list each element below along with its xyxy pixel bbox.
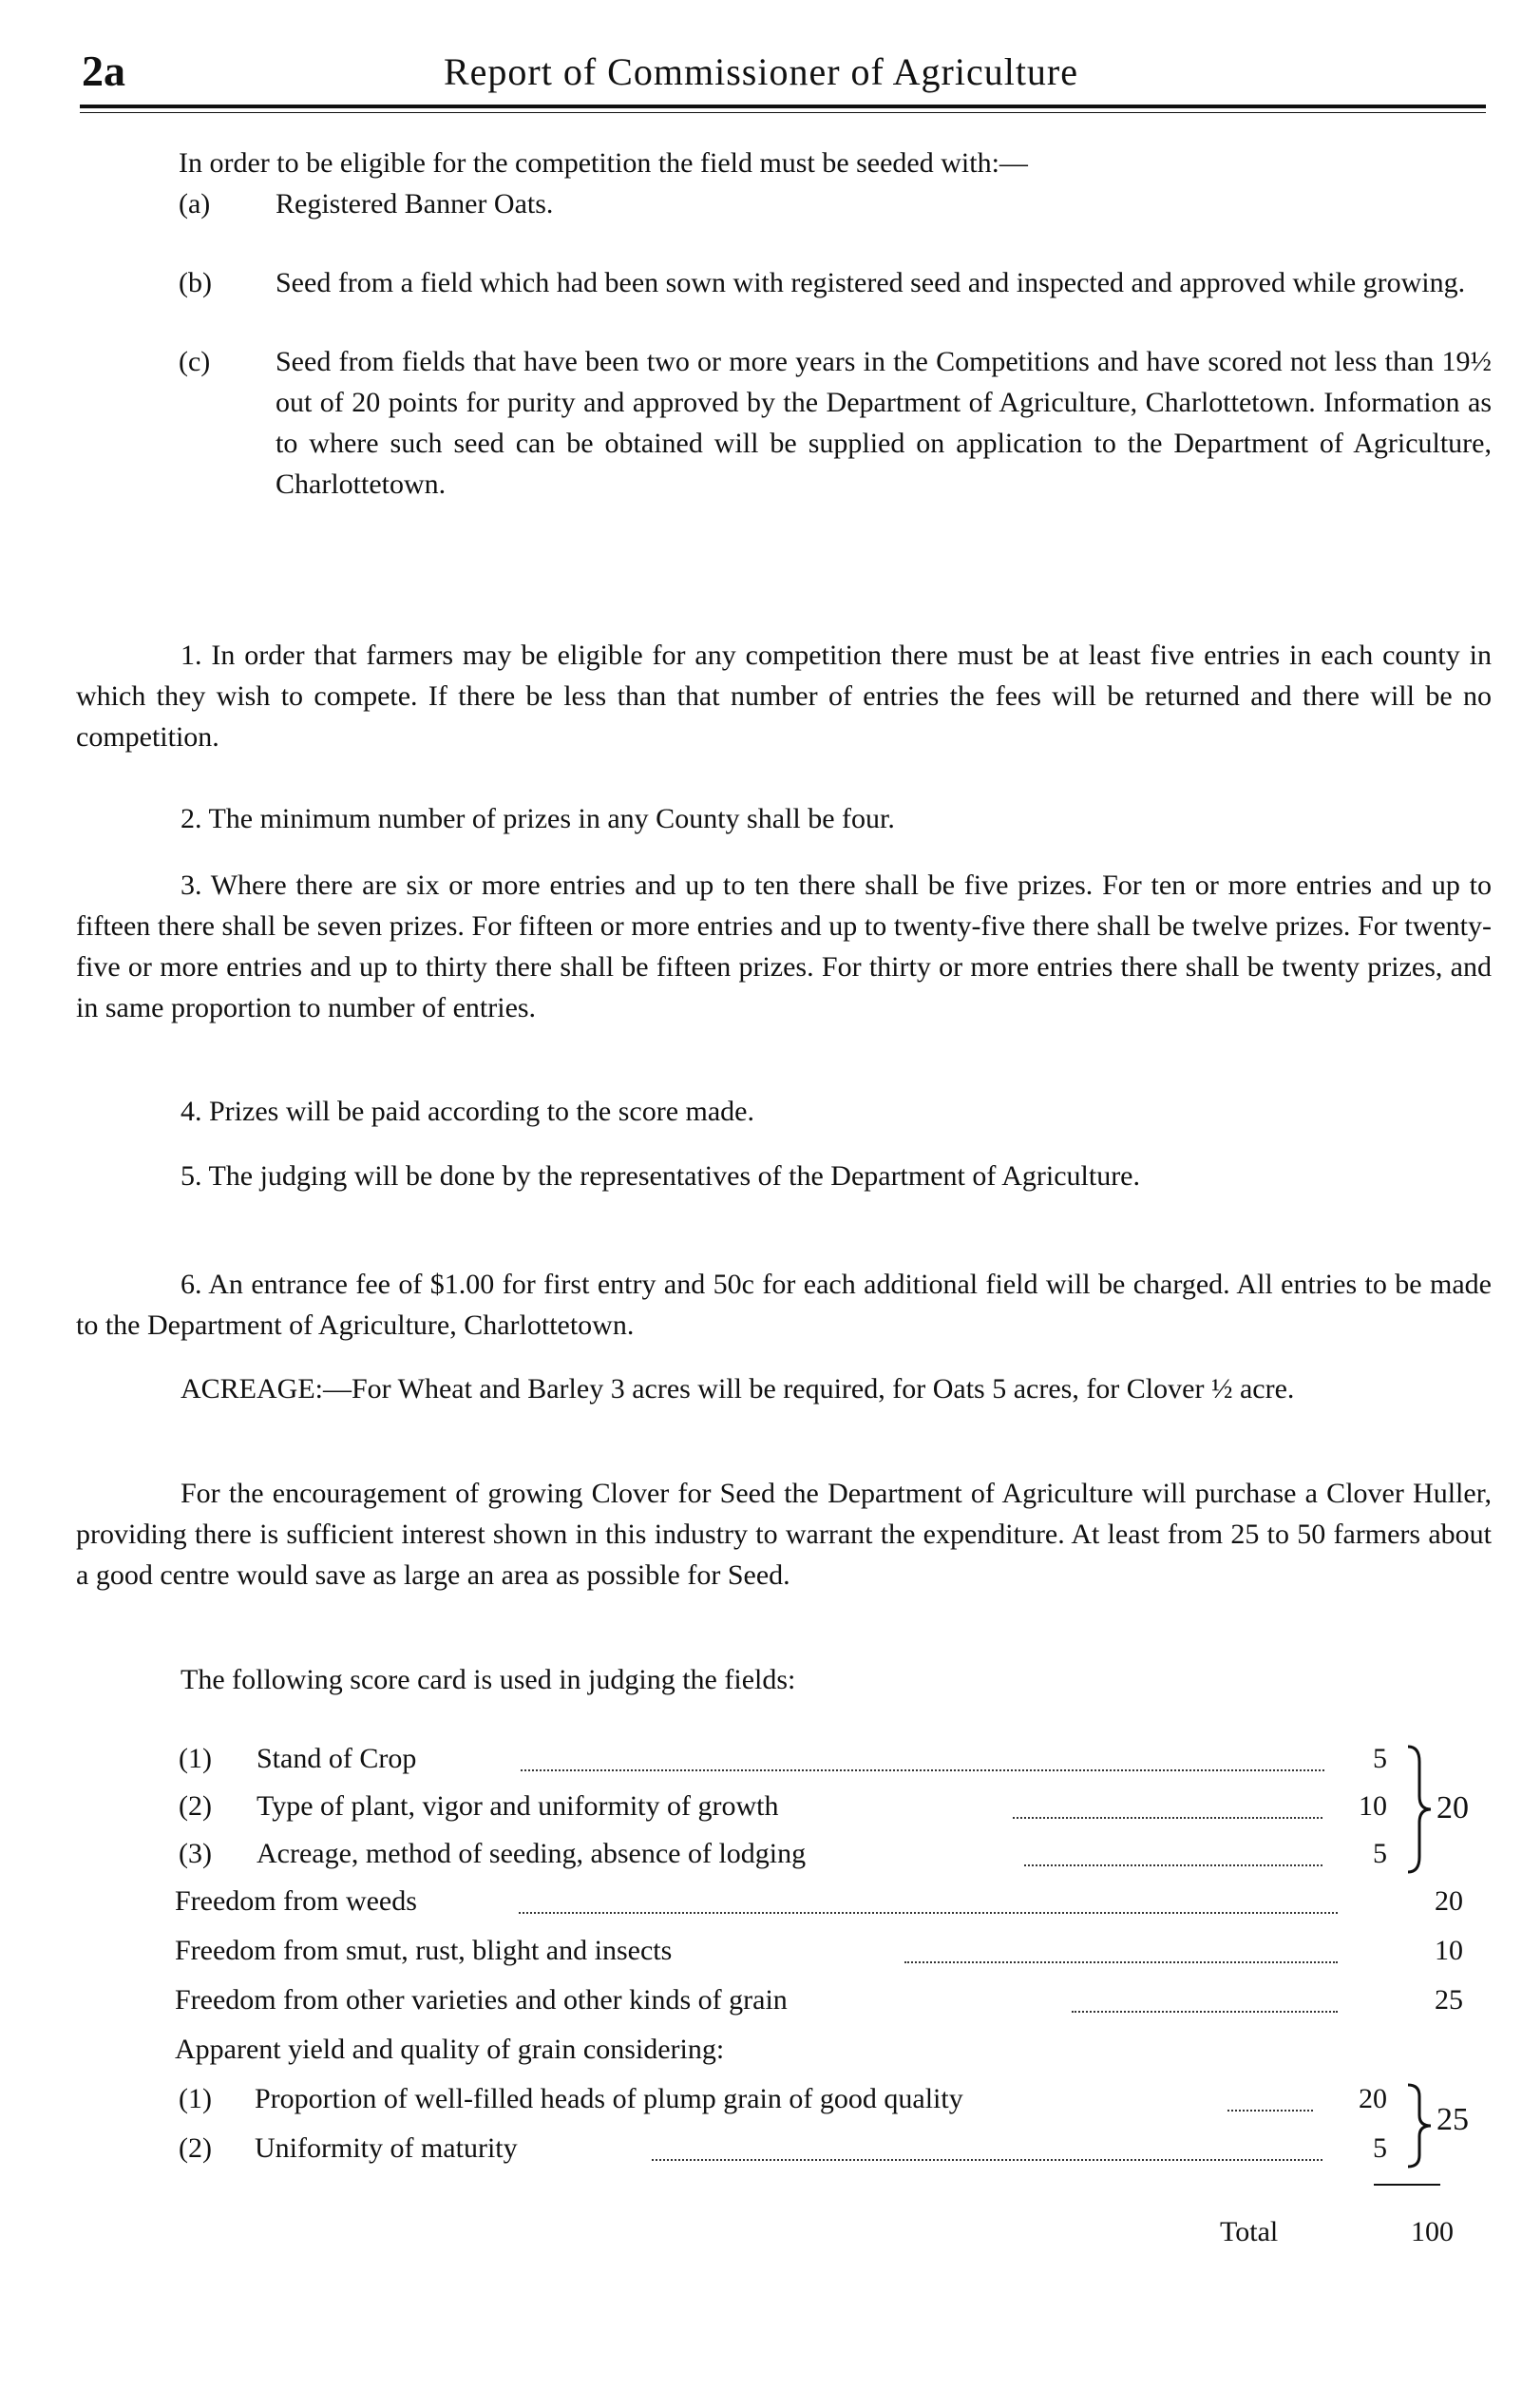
rule-5: 5. The judging will be done by the representatives of the Department of Agriculture. (181, 1160, 1140, 1192)
seed-option-label: (b) (179, 267, 212, 298)
score-item-points: 10 (1359, 1790, 1387, 1822)
page-header (0, 0, 1522, 114)
score-row-points: 20 (1435, 1885, 1463, 1917)
seed-option (76, 262, 1492, 303)
score-item-label: (3) (179, 1838, 212, 1869)
score-row-text: Freedom from other varieties and other kinds of grain (175, 1984, 788, 2016)
dot-leader (904, 1961, 1338, 1963)
seed-option-text: Seed from a field which had been sown with registered seed and inspected and approved while growing. (276, 267, 1466, 298)
total-rule (1374, 2184, 1440, 2186)
seed-option (76, 341, 1492, 505)
seed-option-text: Registered Banner Oats. (276, 188, 554, 220)
dot-leader (652, 2159, 1322, 2161)
score-item-text: Proportion of well-filled heads of plump grain of good quality (255, 2083, 963, 2114)
total-value: 100 (1411, 2216, 1454, 2247)
score-item-points: 5 (1373, 1838, 1387, 1869)
seed-option (76, 183, 1492, 224)
total-label: Total (1220, 2216, 1279, 2247)
intro-paragraph: In order to be eligible for the competition the field must be seeded with:— (179, 147, 1028, 179)
dot-leader (1024, 1864, 1322, 1866)
right-brace-icon (1404, 2083, 1433, 2169)
score-item-label: (2) (179, 1790, 212, 1822)
score-intro: The following score card is used in judging the fields: (181, 1664, 796, 1695)
header-rule-thin (80, 112, 1486, 113)
dot-leader (519, 1912, 1338, 1914)
score-item-label: (2) (179, 2132, 212, 2164)
score-item-text: Type of plant, vigor and uniformity of growth (257, 1790, 779, 1822)
dot-leader (521, 1769, 1324, 1771)
rule-1: 1. In order that farmers may be eligible for any competition there must be at least five entries in each county in which they wish to compete. If there be less than that number of entries the fees will be returned and there will be no competition. (76, 640, 1492, 753)
rule-2: 2. The minimum number of prizes in any County shall be four. (181, 803, 895, 834)
score-item-label: (1) (179, 2083, 212, 2114)
score-row-text: Freedom from smut, rust, blight and insects (175, 1935, 673, 1966)
score-item-text: Acreage, method of seeding, absence of lodging (257, 1838, 807, 1869)
clover-paragraph: For the encouragement of growing Clover for Seed the Department of Agriculture will purchase a Clover Huller, providing there is sufficient interest shown in this industry to warrant the expenditure. At least from 25 to 50 farmers about a good centre would save as large an area as possible for Seed. (76, 1478, 1492, 1591)
dot-leader (1227, 2110, 1313, 2112)
score-item-points: 5 (1373, 1743, 1387, 1774)
rule-3: 3. Where there are six or more entries and up to ten there shall be five prizes. For ten or more entries and up to fifteen there shall be seven prizes. For fifteen or more entries and up to twenty-five there shall be twelve prizes. For twenty-five or more entries and up to thirty there shall be fifteen prizes. For thirty or more entries there shall be twenty prizes, and in same proportion to number of entries. (76, 870, 1492, 1023)
score-item-points: 5 (1373, 2132, 1387, 2164)
score-row-text: Freedom from weeds (175, 1885, 417, 1917)
yield-heading: Apparent yield and quality of grain considering: (175, 2034, 725, 2065)
header-rule (80, 105, 1486, 108)
dot-leader (1072, 2011, 1338, 2013)
running-title: Report of Commissioner of Agriculture (443, 50, 1078, 93)
rule-6: 6. An entrance fee of $1.00 for first entry and 50c for each additional field will be charged. All entries to be made to the Department of Agriculture, Charlottetown. (76, 1269, 1492, 1341)
seed-option-text: Seed from fields that have been two or more years in the Competitions and have scored not less than 19½ out of 20 points for purity and approved by the Department of Agriculture, Charlottetown. Information as to where such seed can be obtained will be supplied on application to the Department of Agriculture, Charlottetown. (276, 346, 1492, 500)
eligibility-section (76, 143, 1492, 505)
seed-option-label: (a) (179, 188, 211, 220)
rule-4: 4. Prizes will be paid according to the score made. (181, 1096, 754, 1127)
acreage-paragraph: ACREAGE:—For Wheat and Barley 3 acres will be required, for Oats 5 acres, for Clover ½ acre. (181, 1373, 1295, 1405)
dot-leader (1013, 1817, 1322, 1819)
right-brace-icon (1404, 1745, 1433, 1874)
score-item-text: Stand of Crop (257, 1743, 417, 1774)
score-item-text: Uniformity of maturity (255, 2132, 518, 2164)
score-row-points: 25 (1435, 1984, 1463, 2016)
seed-option-label: (c) (179, 346, 211, 377)
score-item-label: (1) (179, 1743, 212, 1774)
page-number: 2a (82, 47, 125, 95)
score-item-points: 20 (1359, 2083, 1387, 2114)
score-row-points: 10 (1435, 1935, 1463, 1966)
group-subtotal: 20 (1436, 1790, 1469, 1825)
group-subtotal: 25 (1436, 2102, 1469, 2137)
